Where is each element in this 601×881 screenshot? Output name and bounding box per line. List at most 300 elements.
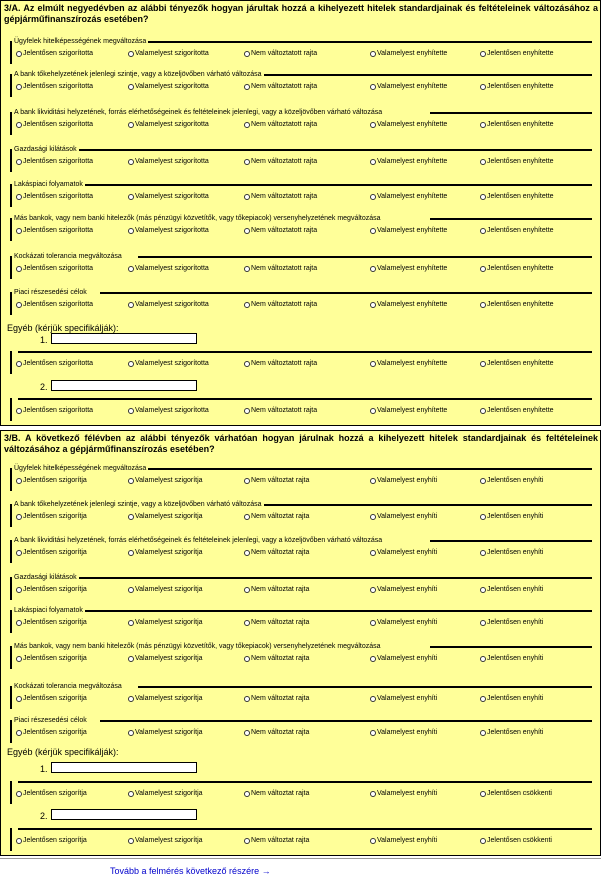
- radio-button[interactable]: [370, 550, 376, 556]
- radio-button[interactable]: [16, 51, 22, 57]
- group-border-left: [10, 184, 12, 207]
- radio-button[interactable]: [128, 159, 134, 165]
- factor-group: [10, 71, 592, 101]
- option-2[interactable]: [128, 120, 209, 129]
- option-3[interactable]: [244, 789, 309, 798]
- option-label: Valamelyest szigorította: [135, 83, 209, 90]
- radio-button[interactable]: [480, 194, 486, 200]
- option-3[interactable]: [244, 585, 309, 594]
- option-1[interactable]: [16, 264, 93, 273]
- group-border-top: [248, 504, 592, 506]
- radio-button[interactable]: [128, 620, 134, 626]
- option-2[interactable]: [128, 406, 209, 415]
- radio-button[interactable]: [128, 302, 134, 308]
- option-3[interactable]: [244, 300, 317, 309]
- option-label: Jelentősen szigorította: [23, 83, 94, 90]
- radio-button[interactable]: [480, 791, 486, 797]
- radio-button[interactable]: [128, 838, 134, 844]
- other-num-b2: 2.: [40, 811, 48, 821]
- radio-button[interactable]: [370, 478, 376, 484]
- option-2[interactable]: [128, 728, 203, 737]
- group-border-top: [18, 398, 592, 400]
- option-label: Valamelyest enyhíti: [377, 549, 438, 556]
- option-4[interactable]: [370, 512, 437, 521]
- radio-button[interactable]: [244, 838, 250, 844]
- radio-button[interactable]: [128, 514, 134, 520]
- option-4[interactable]: [370, 618, 437, 627]
- factor-label: Ügyfelek hitelképességének megváltozása: [14, 38, 147, 45]
- option-label: Jelentősen enyhíti: [487, 729, 544, 736]
- radio-button[interactable]: [244, 302, 250, 308]
- group-border-top: [430, 540, 592, 542]
- factor-group: [10, 574, 592, 604]
- option-2[interactable]: [128, 264, 209, 273]
- option-label: Jelentősen enyhítette: [487, 50, 554, 57]
- option-label: Valamelyest szigorította: [135, 121, 209, 128]
- option-1[interactable]: [16, 49, 93, 58]
- option-5[interactable]: [480, 226, 554, 235]
- radio-button[interactable]: [244, 84, 250, 90]
- other-group-2: [10, 825, 592, 855]
- radio-button[interactable]: [128, 550, 134, 556]
- radio-button[interactable]: [480, 656, 486, 662]
- group-border-left: [10, 256, 12, 279]
- radio-button[interactable]: [244, 656, 250, 662]
- radio-button[interactable]: [16, 838, 22, 844]
- option-label: Valamelyest szigorította: [135, 301, 209, 308]
- option-5[interactable]: [480, 359, 554, 368]
- group-border-left: [10, 828, 12, 851]
- option-1[interactable]: [16, 476, 87, 485]
- option-2[interactable]: [128, 618, 203, 627]
- option-label: Valamelyest szigorította: [135, 407, 209, 414]
- radio-button[interactable]: [244, 122, 250, 128]
- radio-button[interactable]: [370, 266, 376, 272]
- option-label: Valamelyest szigorítja: [135, 477, 203, 484]
- radio-button[interactable]: [128, 51, 134, 57]
- option-3[interactable]: [244, 406, 317, 415]
- option-5[interactable]: [480, 300, 554, 309]
- option-label: Nem változtatott rajta: [251, 50, 318, 57]
- option-label: Valamelyest enyhítette: [377, 121, 448, 128]
- option-1[interactable]: [16, 548, 87, 557]
- option-1[interactable]: [16, 654, 87, 663]
- other-input-a1[interactable]: [51, 333, 197, 344]
- radio-button[interactable]: [244, 228, 250, 234]
- option-4[interactable]: [370, 406, 447, 415]
- radio-button[interactable]: [480, 122, 486, 128]
- factor-label: Gazdasági kilátások: [14, 146, 77, 153]
- radio-button[interactable]: [16, 514, 22, 520]
- option-label: Valamelyest szigorítja: [135, 655, 203, 662]
- group-border-left: [10, 577, 12, 600]
- option-5[interactable]: [480, 694, 543, 703]
- radio-button[interactable]: [16, 302, 22, 308]
- radio-button[interactable]: [16, 620, 22, 626]
- radio-button[interactable]: [370, 514, 376, 520]
- option-3[interactable]: [244, 82, 317, 91]
- option-5[interactable]: [480, 789, 552, 798]
- option-1[interactable]: [16, 836, 87, 845]
- option-label: Jelentősen enyhíti: [487, 695, 544, 702]
- radio-button[interactable]: [128, 266, 134, 272]
- radio-button[interactable]: [370, 84, 376, 90]
- option-5[interactable]: [480, 654, 543, 663]
- radio-button[interactable]: [16, 696, 22, 702]
- option-label: Valamelyest enyhítette: [377, 83, 448, 90]
- option-4[interactable]: [370, 264, 447, 273]
- option-label: Nem változtatott rajta: [251, 158, 318, 165]
- option-2[interactable]: [128, 300, 209, 309]
- option-label: Valamelyest enyhíti: [377, 695, 438, 702]
- option-4[interactable]: [370, 120, 447, 129]
- other-label-a: Egyéb (kérjük specifikálják):: [7, 323, 119, 333]
- radio-button[interactable]: [244, 408, 250, 414]
- option-4[interactable]: [370, 476, 437, 485]
- radio-button[interactable]: [370, 838, 376, 844]
- option-label: Jelentősen szigorította: [23, 227, 94, 234]
- option-1[interactable]: [16, 300, 93, 309]
- option-label: Valamelyest szigorítja: [135, 619, 203, 626]
- other-group-1: [10, 348, 592, 378]
- option-4[interactable]: [370, 728, 437, 737]
- other-label-b: Egyéb (kérjük specifikálják):: [7, 747, 119, 757]
- option-label: Valamelyest szigorította: [135, 360, 209, 367]
- option-1[interactable]: [16, 192, 93, 201]
- option-label: Jelentősen csökkenti: [487, 837, 552, 844]
- option-5[interactable]: [480, 548, 543, 557]
- option-2[interactable]: [128, 585, 203, 594]
- radio-button[interactable]: [370, 302, 376, 308]
- option-1[interactable]: [16, 789, 87, 798]
- option-1[interactable]: [16, 226, 93, 235]
- radio-button[interactable]: [128, 84, 134, 90]
- radio-button[interactable]: [244, 730, 250, 736]
- option-4[interactable]: [370, 694, 437, 703]
- option-3[interactable]: [244, 836, 309, 845]
- option-4[interactable]: [370, 585, 437, 594]
- other-input-b1[interactable]: [51, 762, 197, 773]
- radio-button[interactable]: [244, 550, 250, 556]
- factor-group: [10, 717, 592, 747]
- option-label: Jelentősen enyhíti: [487, 513, 544, 520]
- radio-button[interactable]: [16, 84, 22, 90]
- group-border-top: [80, 184, 592, 186]
- option-3[interactable]: [244, 49, 317, 58]
- option-label: Jelentősen szigorította: [23, 360, 94, 367]
- option-label: Jelentősen szigorítja: [23, 586, 87, 593]
- radio-button[interactable]: [16, 159, 22, 165]
- option-label: Valamelyest enyhíti: [377, 729, 438, 736]
- option-4[interactable]: [370, 789, 437, 798]
- option-label: Valamelyest szigorítja: [135, 729, 203, 736]
- radio-button[interactable]: [16, 656, 22, 662]
- option-label: Jelentősen szigorítja: [23, 695, 87, 702]
- group-border-top: [62, 149, 592, 151]
- factor-group: [10, 38, 592, 68]
- group-border-left: [10, 74, 12, 97]
- option-4[interactable]: [370, 654, 437, 663]
- radio-button[interactable]: [16, 228, 22, 234]
- radio-button[interactable]: [370, 51, 376, 57]
- radio-button[interactable]: [128, 656, 134, 662]
- option-label: Valamelyest enyhítette: [377, 227, 448, 234]
- option-5[interactable]: [480, 512, 543, 521]
- option-3[interactable]: [244, 192, 317, 201]
- group-border-top: [430, 218, 592, 220]
- group-border-top: [62, 577, 592, 579]
- option-label: Jelentősen enyhítette: [487, 158, 554, 165]
- radio-button[interactable]: [480, 550, 486, 556]
- option-2[interactable]: [128, 512, 203, 521]
- option-label: Valamelyest enyhítette: [377, 301, 448, 308]
- radio-button[interactable]: [480, 228, 486, 234]
- option-1[interactable]: [16, 585, 87, 594]
- option-5[interactable]: [480, 476, 543, 485]
- option-label: Valamelyest enyhítette: [377, 158, 448, 165]
- radio-button[interactable]: [128, 730, 134, 736]
- option-4[interactable]: [370, 359, 447, 368]
- radio-button[interactable]: [16, 730, 22, 736]
- option-1[interactable]: [16, 82, 93, 91]
- radio-button[interactable]: [480, 159, 486, 165]
- option-1[interactable]: [16, 157, 93, 166]
- option-5[interactable]: [480, 728, 543, 737]
- factor-label: Piaci részesedési célok: [14, 717, 87, 724]
- radio-button[interactable]: [244, 478, 250, 484]
- option-2[interactable]: [128, 157, 209, 166]
- radio-button[interactable]: [128, 478, 134, 484]
- option-4[interactable]: [370, 49, 447, 58]
- group-border-top: [18, 828, 592, 830]
- radio-button[interactable]: [480, 408, 486, 414]
- option-label: Valamelyest enyhíti: [377, 837, 438, 844]
- radio-button[interactable]: [16, 361, 22, 367]
- option-label: Jelentősen szigorította: [23, 407, 94, 414]
- radio-button[interactable]: [128, 696, 134, 702]
- radio-button[interactable]: [370, 194, 376, 200]
- option-label: Valamelyest enyhíti: [377, 586, 438, 593]
- option-4[interactable]: [370, 82, 447, 91]
- option-4[interactable]: [370, 226, 447, 235]
- factor-label: Kockázati tolerancia megváltozása: [14, 253, 122, 260]
- option-3[interactable]: [244, 618, 309, 627]
- option-1[interactable]: [16, 512, 87, 521]
- radio-button[interactable]: [480, 361, 486, 367]
- option-3[interactable]: [244, 157, 317, 166]
- option-1[interactable]: [16, 406, 93, 415]
- option-label: Nem változtat rajta: [251, 549, 310, 556]
- next-page-link[interactable]: Tovább a felmérés következő részére →: [110, 866, 271, 876]
- radio-button[interactable]: [370, 361, 376, 367]
- radio-button[interactable]: [244, 587, 250, 593]
- radio-button[interactable]: [16, 408, 22, 414]
- option-5[interactable]: [480, 836, 552, 845]
- radio-button[interactable]: [128, 791, 134, 797]
- option-3[interactable]: [244, 359, 317, 368]
- option-3[interactable]: [244, 120, 317, 129]
- radio-button[interactable]: [480, 51, 486, 57]
- option-2[interactable]: [128, 789, 203, 798]
- radio-button[interactable]: [244, 159, 250, 165]
- radio-button[interactable]: [244, 514, 250, 520]
- radio-button[interactable]: [244, 620, 250, 626]
- radio-button[interactable]: [370, 730, 376, 736]
- radio-button[interactable]: [480, 838, 486, 844]
- option-2[interactable]: [128, 654, 203, 663]
- radio-button[interactable]: [370, 159, 376, 165]
- option-label: Nem változtatott rajta: [251, 121, 318, 128]
- option-1[interactable]: [16, 728, 87, 737]
- factor-label: A bank likviditási helyzetének, forrás elérhetőségeinek és feltételeinek jelenlegi, vagy a közeljövőben várható változása: [14, 537, 383, 544]
- option-2[interactable]: [128, 548, 203, 557]
- option-label: Valamelyest szigorítja: [135, 586, 203, 593]
- radio-button[interactable]: [480, 514, 486, 520]
- option-3[interactable]: [244, 694, 309, 703]
- other-group-1: [10, 778, 592, 808]
- option-4[interactable]: [370, 192, 447, 201]
- option-label: Jelentősen szigorítja: [23, 477, 87, 484]
- option-1[interactable]: [16, 120, 93, 129]
- group-border-top: [78, 468, 592, 470]
- radio-button[interactable]: [480, 84, 486, 90]
- option-1[interactable]: [16, 618, 87, 627]
- option-label: Nem változtatott rajta: [251, 83, 318, 90]
- option-2[interactable]: [128, 836, 203, 845]
- option-4[interactable]: [370, 548, 437, 557]
- radio-button[interactable]: [128, 228, 134, 234]
- radio-button[interactable]: [370, 408, 376, 414]
- radio-button[interactable]: [128, 361, 134, 367]
- option-5[interactable]: [480, 157, 554, 166]
- option-3[interactable]: [244, 476, 309, 485]
- radio-button[interactable]: [128, 408, 134, 414]
- radio-button[interactable]: [370, 620, 376, 626]
- radio-button[interactable]: [16, 550, 22, 556]
- option-5[interactable]: [480, 49, 554, 58]
- option-label: Nem változtatott rajta: [251, 265, 318, 272]
- option-5[interactable]: [480, 264, 554, 273]
- option-3[interactable]: [244, 264, 317, 273]
- option-2[interactable]: [128, 359, 209, 368]
- radio-button[interactable]: [244, 696, 250, 702]
- group-border-top: [430, 646, 592, 648]
- option-5[interactable]: [480, 585, 543, 594]
- radio-button[interactable]: [244, 266, 250, 272]
- other-num-a1: 1.: [40, 335, 48, 345]
- option-label: Jelentősen enyhítette: [487, 301, 554, 308]
- factor-label: A bank likviditási helyzetének, forrás elérhetőségeinek és feltételeinek jelenlegi, vagy a közeljövőben várható változása: [14, 109, 383, 116]
- factor-group: [10, 289, 592, 319]
- radio-button[interactable]: [16, 478, 22, 484]
- radio-button[interactable]: [480, 266, 486, 272]
- option-4[interactable]: [370, 157, 447, 166]
- radio-button[interactable]: [480, 478, 486, 484]
- group-border-left: [10, 112, 12, 135]
- radio-button[interactable]: [480, 696, 486, 702]
- group-border-left: [10, 149, 12, 172]
- radio-button[interactable]: [480, 587, 486, 593]
- radio-button[interactable]: [128, 587, 134, 593]
- option-1[interactable]: [16, 359, 93, 368]
- option-3[interactable]: [244, 728, 309, 737]
- option-label: Jelentősen enyhítette: [487, 83, 554, 90]
- option-5[interactable]: [480, 120, 554, 129]
- option-2[interactable]: [128, 476, 203, 485]
- option-3[interactable]: [244, 654, 309, 663]
- group-border-top: [100, 292, 592, 294]
- radio-button[interactable]: [244, 51, 250, 57]
- option-1[interactable]: [16, 694, 87, 703]
- factor-label: Gazdasági kilátások: [14, 574, 77, 581]
- factor-group: [10, 109, 592, 139]
- factor-label: Ügyfelek hitelképességének megváltozása: [14, 465, 147, 472]
- radio-button[interactable]: [370, 228, 376, 234]
- option-4[interactable]: [370, 300, 447, 309]
- option-label: Nem változtat rajta: [251, 790, 310, 797]
- option-label: Valamelyest szigorítja: [135, 695, 203, 702]
- radio-button[interactable]: [244, 194, 250, 200]
- radio-button[interactable]: [480, 730, 486, 736]
- option-2[interactable]: [128, 192, 209, 201]
- option-5[interactable]: [480, 406, 554, 415]
- radio-button[interactable]: [16, 122, 22, 128]
- group-border-left: [10, 351, 12, 374]
- radio-button[interactable]: [16, 266, 22, 272]
- option-label: Jelentősen szigorította: [23, 301, 94, 308]
- section-b-title: 3/B. A következő félévben az alábbi tényezők várhatóan hogyan járulnak hozzá a kihelyezett hitelek standardjainak és feltételeinek változásához a gépjárműfinanszírozás esetében?: [4, 433, 598, 454]
- radio-button[interactable]: [16, 194, 22, 200]
- radio-button[interactable]: [370, 122, 376, 128]
- option-label: Nem változtatott rajta: [251, 301, 318, 308]
- option-label: Jelentősen szigorítja: [23, 729, 87, 736]
- option-2[interactable]: [128, 226, 209, 235]
- radio-button[interactable]: [16, 587, 22, 593]
- radio-button[interactable]: [128, 122, 134, 128]
- factor-group: [10, 537, 592, 567]
- other-input-a2[interactable]: [51, 380, 197, 391]
- radio-button[interactable]: [244, 791, 250, 797]
- option-3[interactable]: [244, 226, 317, 235]
- option-5[interactable]: [480, 618, 543, 627]
- radio-button[interactable]: [370, 656, 376, 662]
- option-label: Nem változtat rajta: [251, 477, 310, 484]
- radio-button[interactable]: [244, 361, 250, 367]
- radio-button[interactable]: [370, 791, 376, 797]
- radio-button[interactable]: [480, 620, 486, 626]
- option-3[interactable]: [244, 512, 309, 521]
- option-2[interactable]: [128, 694, 203, 703]
- radio-button[interactable]: [16, 791, 22, 797]
- option-2[interactable]: [128, 49, 209, 58]
- option-label: Jelentősen enyhítette: [487, 265, 554, 272]
- radio-button[interactable]: [370, 587, 376, 593]
- option-label: Valamelyest enyhítette: [377, 360, 448, 367]
- option-5[interactable]: [480, 82, 554, 91]
- group-border-top: [248, 74, 592, 76]
- group-border-left: [10, 398, 12, 421]
- other-input-b2[interactable]: [51, 809, 197, 820]
- option-5[interactable]: [480, 192, 554, 201]
- option-4[interactable]: [370, 836, 437, 845]
- option-label: Jelentősen szigorítja: [23, 790, 87, 797]
- radio-button[interactable]: [480, 302, 486, 308]
- factor-group: [10, 465, 592, 495]
- option-3[interactable]: [244, 548, 309, 557]
- radio-button[interactable]: [370, 696, 376, 702]
- radio-button[interactable]: [128, 194, 134, 200]
- option-2[interactable]: [128, 82, 209, 91]
